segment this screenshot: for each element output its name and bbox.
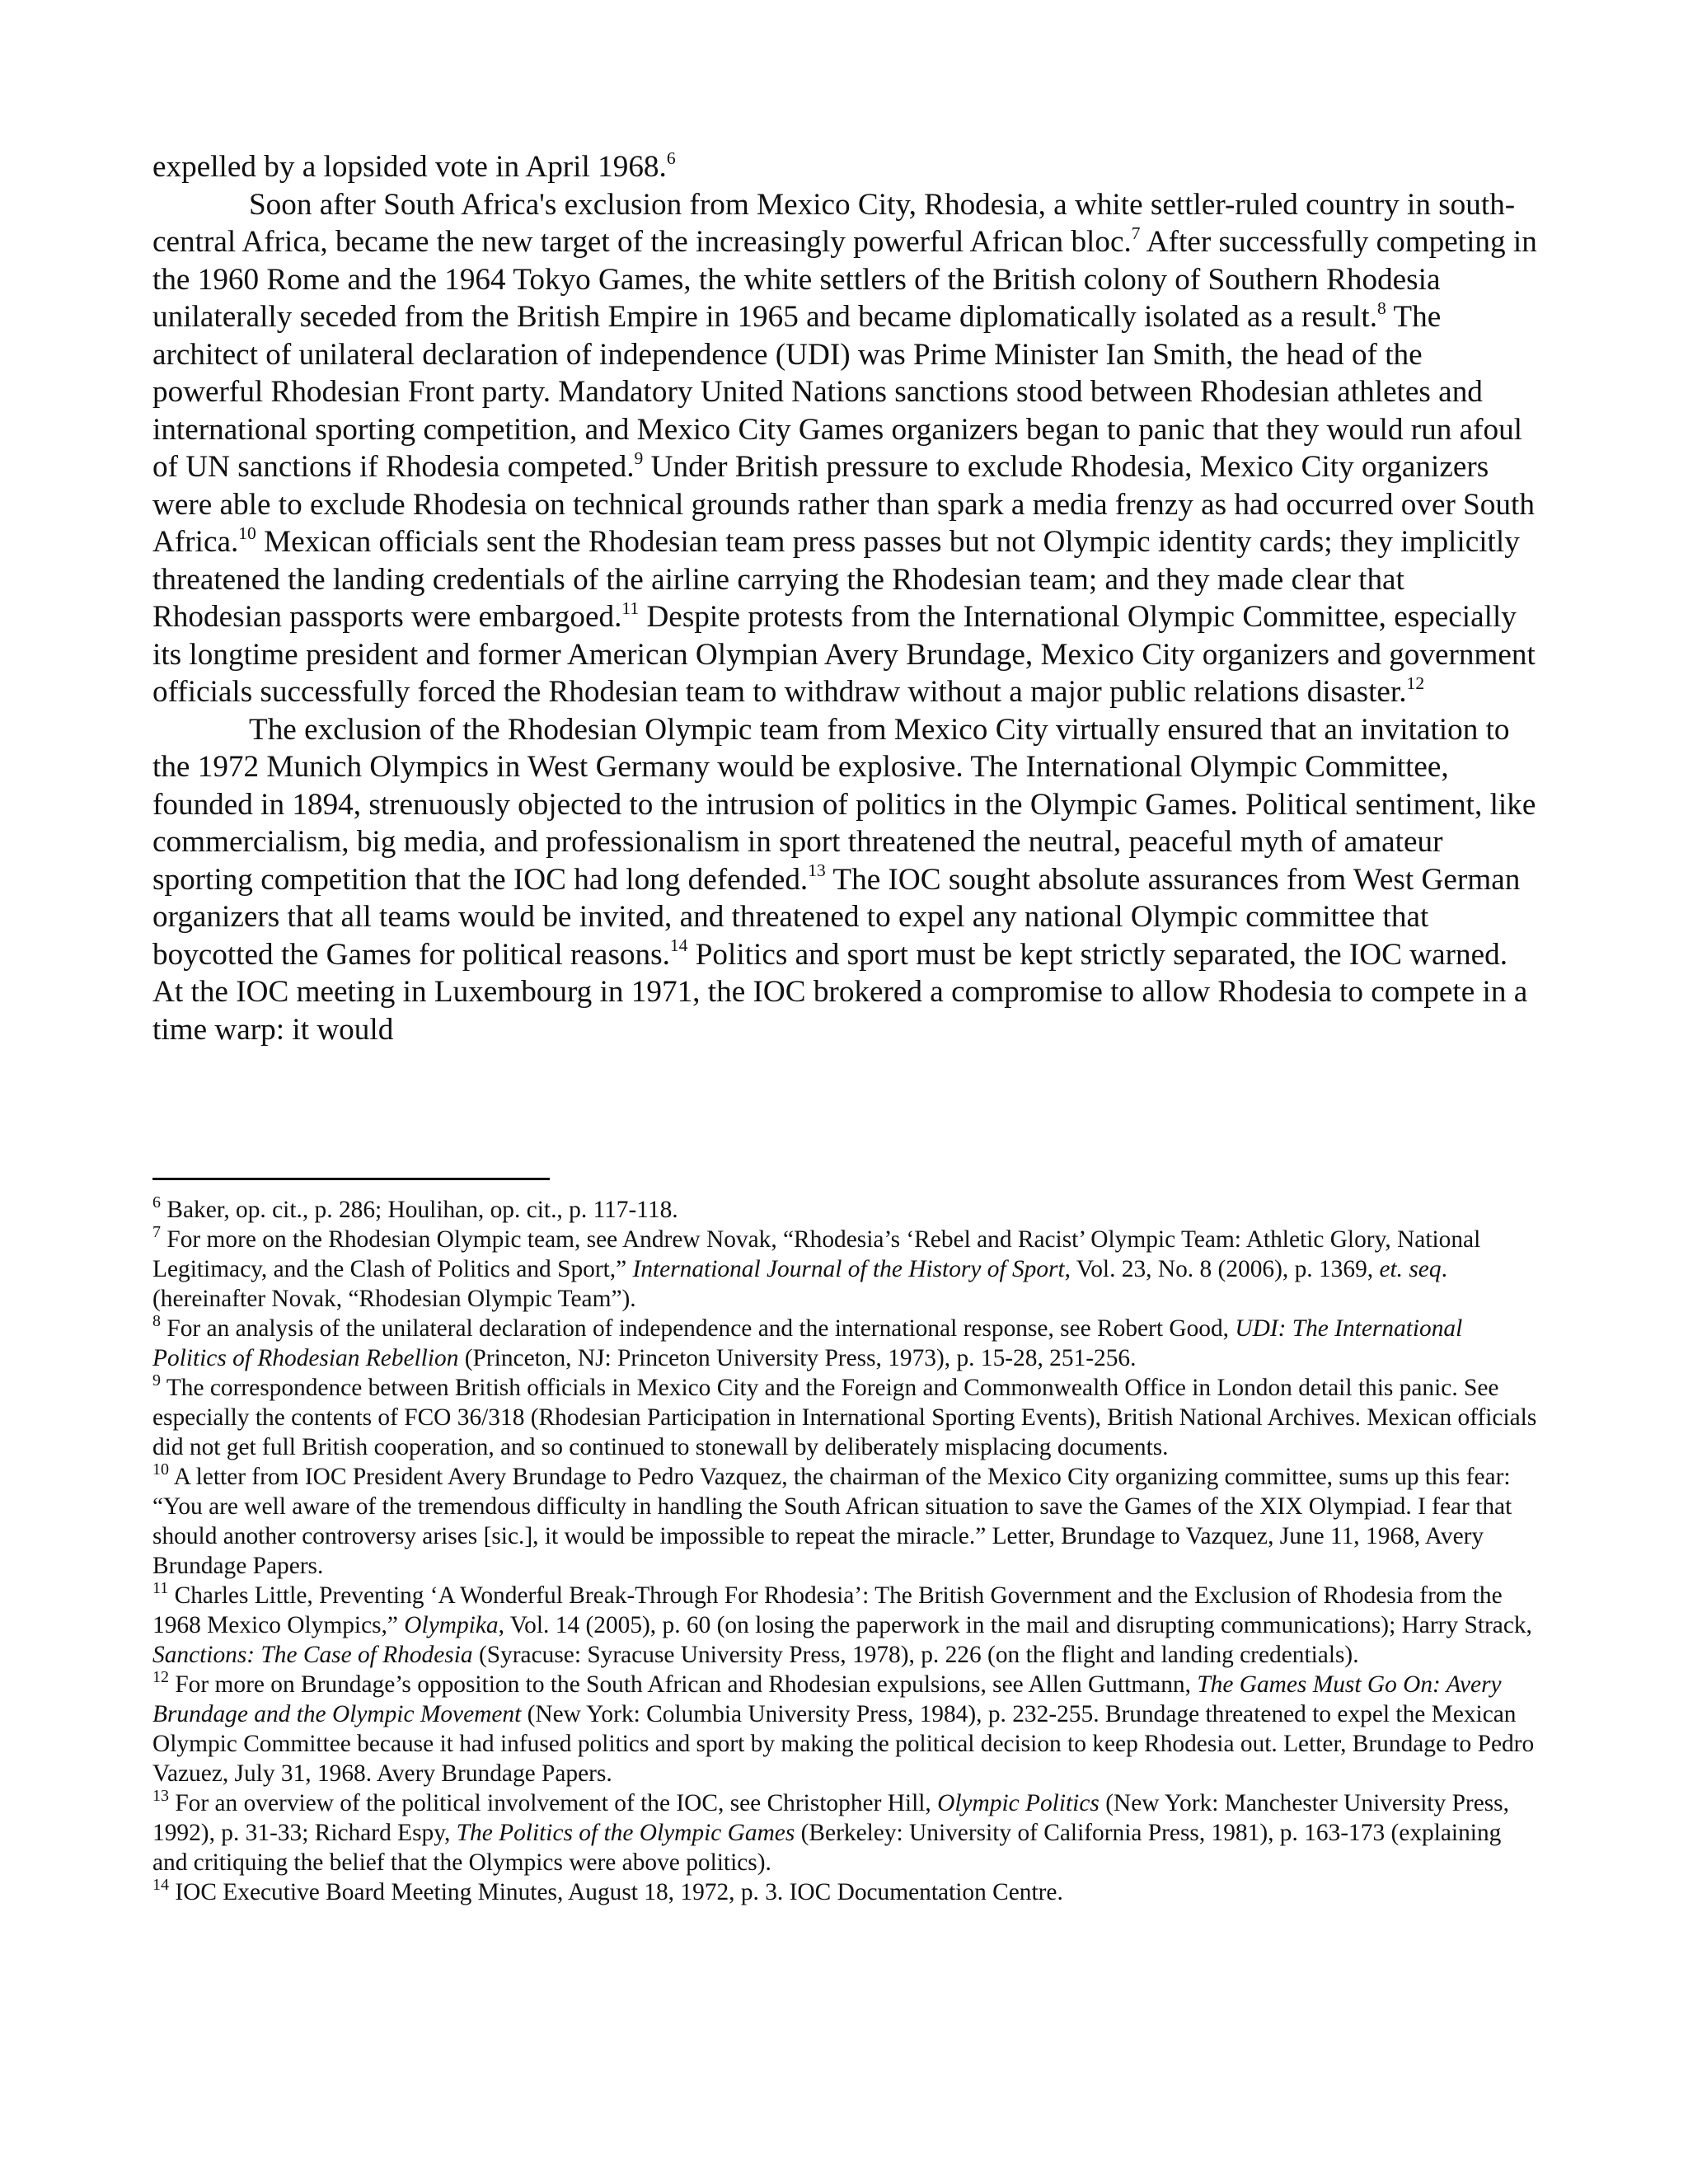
text-run: Charles Little, Preventing ‘A Wonderful Break-Through For Rhodesia’: The British Government and the Exclusion of Rhodesia from the 1968 Mexico Olympics,” [152, 1582, 1503, 1638]
footnote [152, 1373, 1537, 1462]
footnotes-section [152, 1195, 1537, 1907]
footnote-number: 11 [152, 1579, 169, 1598]
text-run: The architect of unilateral declaration of independence (UDI) was Prime Minister Ian Smith, the head of the powerful Rhodesian Front party. Mandatory United Nations sanctions stood between Rhodesian athletes and international sporting competition, and Mexico City Games organizers began to panic that they would run afoul of UN sanctions if Rhodesia competed. [152, 300, 1523, 484]
footnote [152, 1314, 1537, 1373]
footnote-reference: 11 [621, 598, 640, 618]
footnote-separator [152, 1178, 550, 1180]
footnote [152, 1877, 1537, 1907]
footnote-number: 8 [152, 1312, 161, 1331]
footnote-number: 13 [152, 1787, 169, 1806]
footnote [152, 1225, 1537, 1314]
footnote-reference: 7 [1131, 223, 1141, 243]
text-run: (Princeton, NJ: Princeton University Press, 1973), p. 15-28, 251-256. [458, 1345, 1137, 1371]
footnote-number: 7 [152, 1223, 161, 1242]
body-paragraph [152, 186, 1537, 711]
footnote-number: 6 [152, 1193, 161, 1212]
footnote-reference: 13 [808, 860, 826, 881]
text-run: , Vol. 14 (2005), p. 60 (on losing the paperwork in the mail and disrupting communications); Harry Strack, [498, 1612, 1532, 1638]
italic-text: The Games Must Go On: Avery Brundage and the Olympic Movement [152, 1671, 1502, 1727]
text-run: Politics and sport must be kept strictly separated, the IOC warned. At the IOC meeting in Luxembourg in 1971, the IOC brokered a compromise to allow Rhodesia to compete in a time warp: it would [152, 937, 1528, 1047]
text-run: For more on the Rhodesian Olympic team, see Andrew Novak, “Rhodesia’s ‘Rebel and Racist’ Olympic Team: Athletic Glory, National Legitimacy, and the Clash of Politics and Sport,” [152, 1226, 1481, 1282]
footnote-number: 12 [152, 1668, 169, 1687]
text-run: A letter from IOC President Avery Brundage to Pedro Vazquez, the chairman of the Mexico City organizing committee, sums up this fear: “You are well aware of the tremendous difficulty in handling the South African situation to save the Games of the XIX Olympiad. I fear that should another controversy arises [sic.], it would be impossible to repeat the miracle.” Letter, Brundage to Vazquez, June 11, 1968, Avery Brundage Papers. [152, 1464, 1512, 1579]
footnote-reference: 9 [634, 448, 644, 468]
footnote-reference: 6 [666, 148, 676, 168]
italic-text: et. seq [1379, 1256, 1442, 1282]
italic-text: The Politics of the Olympic Games [456, 1820, 795, 1846]
text-run: The exclusion of the Rhodesian Olympic team from Mexico City virtually ensured that an invitation to the 1972 Munich Olympics in West Germany would be explosive. The International Olympic Committee, founded in 1894, strenuously objected to the intrusion of politics in the Olympic Games. Political sentiment, like commercialism, big media, and professionalism in sport threatened the neutral, peaceful myth of amateur sporting competition that the IOC had long defended. [152, 712, 1536, 897]
text-run: For an analysis of the unilateral declaration of independence and the international response, see Robert Good, [161, 1315, 1236, 1342]
footnote-number: 9 [152, 1371, 161, 1390]
footnote [152, 1462, 1537, 1581]
footnote-reference: 8 [1377, 298, 1386, 318]
text-run: Under British pressure to exclude Rhodesia, Mexico City organizers were able to exclude Rhodesia on technical grounds rather than spark a media frenzy as had occurred over South Africa. [152, 450, 1535, 559]
text-run: Soon after South Africa's exclusion from Mexico City, Rhodesia, a white settler-ruled country in south-central Africa, became the new target of the increasingly powerful African bloc. [152, 187, 1516, 259]
text-run: expelled by a lopsided vote in April 1968. [152, 150, 667, 184]
footnote-number: 14 [152, 1876, 169, 1895]
text-run: (New York: Columbia University Press, 1984), p. 232-255. Brundage threatened to expel the Mexican Olympic Committee because it had infused politics and sport by making the political decision to keep Rhodesia out. Letter, Brundage to Pedro Vazuez, July 31, 1968. Avery Brundage Papers. [152, 1701, 1535, 1787]
text-run: Baker, op. cit., p. 286; Houlihan, op. cit., p. 117-118. [161, 1197, 678, 1223]
text-run: Despite protests from the International Olympic Committee, especially its longtime president and former American Olympian Avery Brundage, Mexico City organizers and government officials successfully forced the Rhodesian team to withdraw without a major public relations disaster. [152, 600, 1536, 709]
text-run: After successfully competing in the 1960 Rome and the 1964 Tokyo Games, the white settlers of the British colony of Southern Rhodesia unilaterally seceded from the British Empire in 1965 and became diplomatically isolated as a result. [152, 225, 1537, 334]
italic-text: Olympic Politics [937, 1790, 1100, 1816]
footnote [152, 1581, 1537, 1670]
text-run: , Vol. 23, No. 8 (2006), p. 1369, [1064, 1256, 1380, 1282]
italic-text: International Journal of the History of Sport [632, 1256, 1065, 1282]
text-run: IOC Executive Board Meeting Minutes, August 18, 1972, p. 3. IOC Documentation Centre. [168, 1879, 1063, 1905]
text-run: The correspondence between British officials in Mexico City and the Foreign and Commonwealth Office in London detail this panic. See especially the contents of FCO 36/318 (Rhodesian Participation in International Sporting Events), British National Archives. Mexican officials did not get full British cooperation, and so continued to stonewall by deliberately misplacing documents. [152, 1375, 1537, 1460]
footnote-reference: 12 [1406, 673, 1425, 693]
text-run: . (hereinafter Novak, “Rhodesian Olympic Team”). [152, 1256, 1447, 1312]
text-run: Mexican officials sent the Rhodesian team press passes but not Olympic identity cards; they implicitly threatened the landing credentials of the airline carrying the Rhodesian team; and they made clear that Rhodesian passports were embargoed. [152, 525, 1520, 634]
text-run: The IOC sought absolute assurances from West German organizers that all teams would be invited, and threatened to expel any national Olympic committee that boycotted the Games for political reasons. [152, 862, 1521, 972]
footnote [152, 1788, 1537, 1877]
footnote [152, 1195, 1537, 1225]
footnote [152, 1670, 1537, 1788]
footnote-reference: 14 [669, 935, 688, 956]
italic-text: UDI: The International Politics of Rhodesian Rebellion [152, 1315, 1463, 1371]
document-body [152, 148, 1537, 1048]
text-run: (Berkeley: University of California Press, 1981), p. 163-173 (explaining and critiquing the belief that the Olympics were above politics). [152, 1820, 1502, 1876]
italic-text: Sanctions: The Case of Rhodesia [152, 1642, 473, 1668]
text-run: (New York: Manchester University Press, 1992), p. 31-33; Richard Espy, [152, 1790, 1509, 1846]
text-run: For an overview of the political involvement of the IOC, see Christopher Hill, [168, 1790, 938, 1816]
footnote-reference: 10 [238, 523, 256, 543]
text-run: (Syracuse: Syracuse University Press, 1978), p. 226 (on the flight and landing credentials). [472, 1642, 1359, 1668]
body-paragraph [152, 711, 1537, 1049]
body-paragraph [152, 148, 1537, 186]
text-run: For more on Brundage’s opposition to the South African and Rhodesian expulsions, see Allen Guttmann, [168, 1671, 1198, 1698]
italic-text: Olympika [404, 1612, 499, 1638]
footnote-number: 10 [152, 1460, 169, 1479]
